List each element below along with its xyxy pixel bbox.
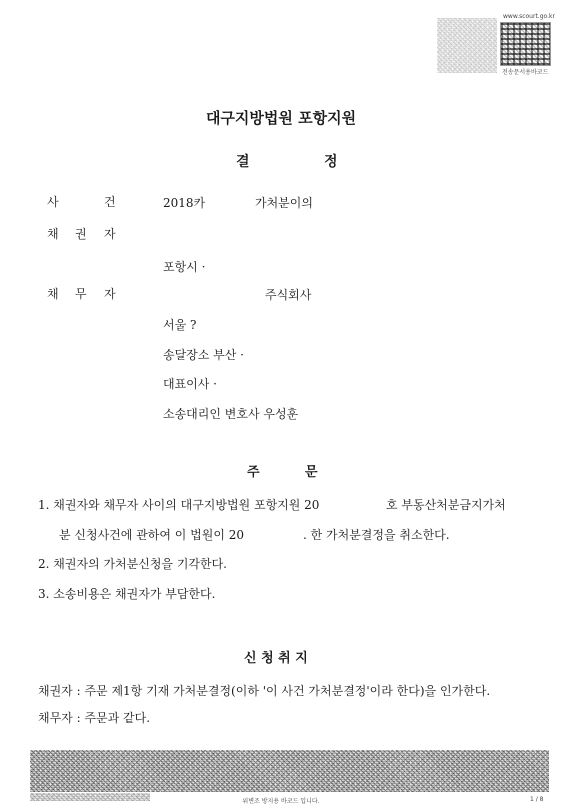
ruling-item-1-line-2a: 분 신청사건에 관하여 이 법원이 20: [59, 528, 245, 542]
ruling-heading-c1: 주: [247, 465, 260, 480]
case-label-c1: 사: [47, 195, 59, 209]
creditor-label-c2: 권: [75, 227, 87, 241]
application-creditor: 채권자 : 주문 제1항 기재 가처분결정(이하 '이 사건 가처분결정'이라 한다)을 인가한다.: [38, 684, 491, 698]
ruling-heading-c2: 문: [305, 465, 318, 480]
ruling-item-2: 2. 채권자의 가처분신청을 기각한다.: [38, 557, 227, 571]
footer-barcode: [30, 750, 549, 792]
representative: 대표이사 ·: [163, 377, 217, 391]
top-margin-noise: [437, 18, 497, 73]
footer-notice: 위변조 방지용 바코드 입니다.: [242, 798, 320, 805]
creditor-label-c3: 자: [104, 227, 116, 241]
page-number: 1 / 8: [530, 796, 544, 803]
doc-type-char-2: 정: [324, 154, 339, 170]
barcode-url: www.scourt.go.kr: [503, 13, 555, 20]
creditor-address: 포항시 ·: [163, 260, 206, 274]
application-debtor: 채무자 : 주문과 같다.: [38, 711, 151, 725]
debtor-label-c1: 채: [47, 287, 59, 301]
debtor-label-c3: 자: [104, 287, 116, 301]
top-barcode: [500, 22, 551, 66]
counsel: 소송대리인 변호사 우성훈: [163, 407, 299, 421]
doc-type-char-1: 결: [236, 154, 251, 170]
case-name: 가처분이의: [255, 196, 313, 210]
ruling-item-1-line-1b: 호 부동산처분금지가처: [386, 498, 506, 512]
debtor-label-c2: 무: [75, 287, 87, 301]
barcode-caption: 전송문서용바코드: [502, 69, 549, 76]
court-name: 대구지방법원 포항지원: [205, 109, 357, 127]
ruling-item-1-line-1a: 1. 채권자와 채무자 사이의 대구지방법원 포항지원 20: [38, 498, 320, 512]
service-place: 송달장소 부산 ·: [163, 348, 244, 362]
case-number: 2018카: [163, 196, 206, 210]
application-heading: 신 청 취 지: [244, 651, 308, 666]
case-label-c2: 건: [104, 195, 116, 209]
ruling-item-1-line-2b: . 한 가처분결정을 취소한다.: [303, 528, 450, 542]
creditor-label-c1: 채: [47, 227, 59, 241]
debtor-name: 주식회사: [265, 288, 312, 302]
debtor-address: 서울 ?: [163, 318, 197, 332]
ruling-item-3: 3. 소송비용은 채권자가 부담한다.: [38, 587, 216, 601]
